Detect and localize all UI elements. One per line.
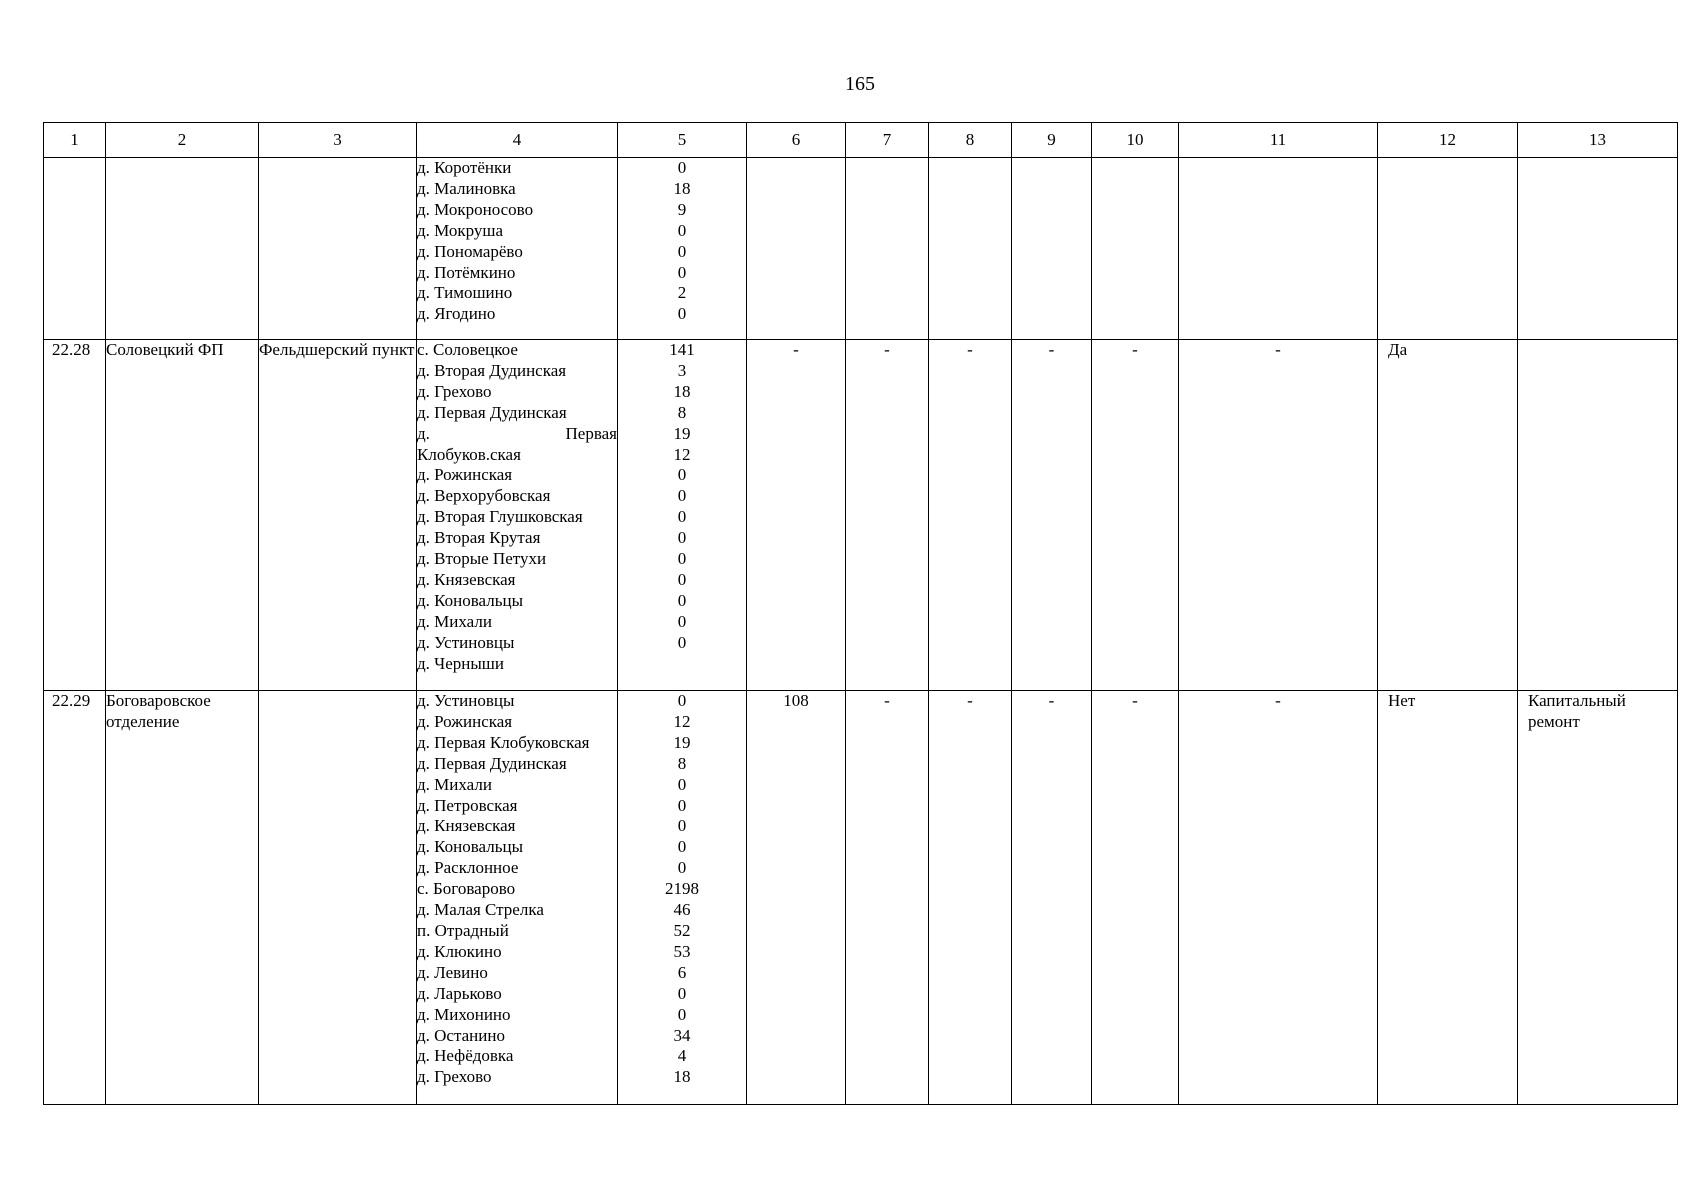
- population-value: 18: [673, 1067, 691, 1087]
- settlement-name: п. Отрадный: [417, 920, 509, 940]
- settlement-name: д. Петровская: [417, 795, 518, 815]
- header-cell: 6: [747, 123, 846, 158]
- population-value: 0: [677, 858, 687, 878]
- row-number: 22.29: [44, 691, 106, 1105]
- settlement-name: д. Грехово: [417, 1067, 492, 1087]
- population-value: 0: [677, 220, 687, 240]
- population-value: 0: [677, 528, 687, 548]
- col-6-cell: -: [747, 340, 846, 691]
- population-value: 0: [677, 158, 687, 177]
- settlement-name: д. Клюкино: [417, 941, 502, 961]
- population-value: 0: [677, 691, 687, 710]
- row-number: [44, 158, 106, 340]
- settlement-name: д. Пономарёво: [417, 241, 523, 261]
- col-8-cell: [929, 158, 1012, 340]
- population-value: 8: [677, 402, 687, 422]
- settlement-name: д. Михонино: [417, 1004, 511, 1024]
- population-value: 0: [677, 837, 687, 857]
- population-value: 0: [677, 486, 687, 506]
- population-value: 0: [677, 632, 687, 652]
- settlement-name: с. Соловецкое: [417, 340, 518, 359]
- settlements-list: [417, 158, 618, 340]
- header-cell: 1: [44, 123, 106, 158]
- settlement-name: д. Расклонное: [417, 858, 519, 878]
- population-value: 0: [677, 816, 687, 836]
- settlement-name: д. Грехово: [417, 381, 492, 401]
- population-value: 3: [677, 360, 687, 380]
- facility-type: Фельдшерский пункт: [259, 340, 417, 691]
- population-value: 0: [677, 611, 687, 631]
- header-cell: 2: [106, 123, 259, 158]
- population-value: 0: [677, 262, 687, 282]
- population-value: 53: [673, 941, 691, 961]
- settlement-name: д. Коротёнки: [417, 158, 512, 177]
- settlement-name: д. Малая Стрелка: [417, 900, 544, 920]
- settlements-list: [417, 691, 618, 1105]
- settlement-name: д. Ягодино: [417, 304, 496, 324]
- row-number: 22.28: [44, 340, 106, 691]
- col-7-cell: -: [846, 340, 929, 691]
- population-value: 19: [673, 732, 691, 752]
- col-12-cell: Нет: [1378, 691, 1518, 1105]
- col-8-cell: -: [929, 691, 1012, 1105]
- settlement-name: д. Князевская: [417, 816, 516, 836]
- table-row: [44, 691, 1678, 1105]
- header-row: [44, 123, 1678, 158]
- settlement-name: Клобуков.ская: [417, 444, 521, 464]
- col-8-cell: -: [929, 340, 1012, 691]
- population-value: 34: [673, 1025, 691, 1045]
- settlement-name: д. Мокруша: [417, 220, 504, 240]
- settlement-name: д. Первая Дудинская: [417, 753, 567, 773]
- header-cell: 10: [1092, 123, 1179, 158]
- population-value: 18: [673, 381, 691, 401]
- population-value: 0: [677, 507, 687, 527]
- facilities-table: [43, 122, 1678, 1105]
- col-9-cell: -: [1012, 691, 1092, 1105]
- settlement-name: д. Устиновцы: [417, 632, 515, 652]
- population-value: 12: [673, 711, 691, 731]
- settlement-name: д. Останино: [417, 1025, 505, 1045]
- population-value: 12: [673, 444, 691, 464]
- header-cell: 11: [1179, 123, 1378, 158]
- settlement-name: д. Михали: [417, 774, 492, 794]
- col-13-cell: Капитальный ремонт: [1518, 691, 1678, 1105]
- settlement-name: д. Потёмкино: [417, 262, 516, 282]
- col-11-cell: [1179, 158, 1378, 340]
- header-cell: 3: [259, 123, 417, 158]
- population-value: 46: [673, 900, 691, 920]
- settlement-name: д. Князевская: [417, 569, 516, 589]
- population-list: [618, 691, 747, 1105]
- facility-name: Соловецкий ФП: [106, 340, 259, 691]
- header-cell: 13: [1518, 123, 1678, 158]
- settlement-name: д. Первая Клобуковская: [417, 732, 590, 752]
- col-12-cell: [1378, 158, 1518, 340]
- settlement-name: д. Вторая Глушковская: [417, 507, 583, 527]
- population-value: 6: [677, 962, 687, 982]
- col-7-cell: [846, 158, 929, 340]
- population-value: 2: [677, 283, 687, 303]
- settlement-name: д. Черныши: [417, 653, 504, 673]
- settlement-name: с. Боговарово: [417, 879, 516, 899]
- population-value: 0: [677, 983, 687, 1003]
- settlement-name: д. Тимошино: [417, 283, 513, 303]
- settlement-name: д. Коновальцы: [417, 837, 523, 857]
- header-cell: 12: [1378, 123, 1518, 158]
- population-value: 0: [677, 304, 687, 324]
- facility-type: [259, 691, 417, 1105]
- col-9-cell: [1012, 158, 1092, 340]
- col-7-cell: -: [846, 691, 929, 1105]
- facility-name: Боговаровское отделение: [106, 691, 259, 1105]
- population-list: [618, 340, 747, 691]
- header-cell: 9: [1012, 123, 1092, 158]
- table-row: [44, 158, 1678, 340]
- population-value: 19: [673, 423, 691, 443]
- population-value: 0: [677, 774, 687, 794]
- population-value: 8: [677, 753, 687, 773]
- facility-name: [106, 158, 259, 340]
- population-value: 0: [677, 241, 687, 261]
- population-value: 2198: [665, 879, 699, 899]
- header-cell: 4: [417, 123, 618, 158]
- population-value: 0: [677, 590, 687, 610]
- population-value: 52: [673, 920, 691, 940]
- population-value: 141: [669, 340, 695, 359]
- settlement-name: д. Устиновцы: [417, 691, 515, 710]
- settlement-name: д. Рожинская: [417, 711, 513, 731]
- settlement-name: д. Первая: [417, 423, 617, 443]
- population-value: 0: [677, 465, 687, 485]
- col-12-cell: Да: [1378, 340, 1518, 691]
- col-13-cell: [1518, 158, 1678, 340]
- population-list: [618, 158, 747, 340]
- population-value: 0: [677, 549, 687, 569]
- header-cell: 7: [846, 123, 929, 158]
- settlements-list: [417, 340, 618, 691]
- settlement-name: д. Верхорубовская: [417, 486, 551, 506]
- col-10-cell: -: [1092, 691, 1179, 1105]
- settlement-name: д. Коновальцы: [417, 590, 523, 610]
- table-row: [44, 340, 1678, 691]
- population-value: 0: [677, 1004, 687, 1024]
- settlement-name: д. Мокроносово: [417, 199, 534, 219]
- settlement-name: д. Вторая Дудинская: [417, 360, 567, 380]
- facility-type: [259, 158, 417, 340]
- settlement-name: д. Рожинская: [417, 465, 513, 485]
- settlement-name: д. Ларьково: [417, 983, 502, 1003]
- population-value: 9: [677, 199, 687, 219]
- settlement-name: д. Вторая Крутая: [417, 528, 541, 548]
- settlement-name: д. Михали: [417, 611, 492, 631]
- header-cell: 5: [618, 123, 747, 158]
- settlement-name: д. Нефёдовка: [417, 1046, 514, 1066]
- col-6-cell: 108: [747, 691, 846, 1105]
- col-13-cell: [1518, 340, 1678, 691]
- population-value: 0: [677, 569, 687, 589]
- header-cell: 8: [929, 123, 1012, 158]
- population-value: 18: [673, 178, 691, 198]
- col-9-cell: -: [1012, 340, 1092, 691]
- col-11-cell: -: [1179, 691, 1378, 1105]
- settlement-name: д. Малиновка: [417, 178, 516, 198]
- settlement-name: д. Левино: [417, 962, 488, 982]
- col-10-cell: [1092, 158, 1179, 340]
- col-6-cell: [747, 158, 846, 340]
- population-value: 0: [677, 795, 687, 815]
- settlement-name: д. Вторые Петухи: [417, 549, 547, 569]
- col-10-cell: -: [1092, 340, 1179, 691]
- population-value: 4: [677, 1046, 687, 1066]
- col-11-cell: -: [1179, 340, 1378, 691]
- settlement-name: д. Первая Дудинская: [417, 402, 567, 422]
- page-number: 165: [845, 73, 875, 95]
